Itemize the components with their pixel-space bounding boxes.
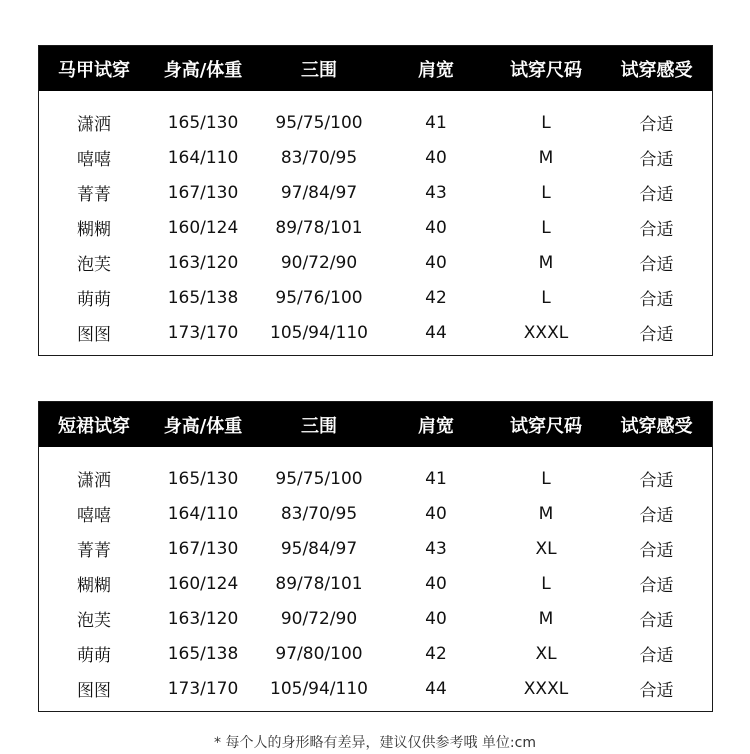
column-header-size: 试穿尺码 — [510, 59, 582, 81]
tester-name-cell: 泡芙 — [77, 611, 111, 631]
fit-cell: 合适 — [639, 185, 674, 205]
size-cell: L — [541, 112, 551, 133]
height-weight-cell: 164/110 — [167, 147, 239, 168]
measurements-cell: 83/70/95 — [280, 503, 358, 524]
table-title: 马甲试穿 — [58, 59, 130, 81]
fit-cell: 合适 — [639, 576, 674, 596]
shoulder-cell: 41 — [425, 468, 447, 489]
measurements-cell: 90/72/90 — [280, 608, 358, 629]
measurements-cell: 89/78/101 — [275, 217, 363, 238]
table-row — [39, 140, 712, 175]
tester-name-cell: 潇洒 — [77, 471, 111, 491]
size-cell: L — [541, 573, 551, 594]
height-weight-cell: 165/138 — [167, 643, 239, 664]
measurements-cell: 89/78/101 — [275, 573, 363, 594]
size-cell: L — [541, 287, 551, 308]
tester-name-cell: 菁菁 — [77, 185, 111, 205]
fit-cell: 合适 — [639, 255, 674, 275]
tester-name-cell: 嘻嘻 — [77, 506, 111, 526]
shoulder-cell: 43 — [425, 182, 447, 203]
measurements-cell: 95/76/100 — [275, 287, 363, 308]
height-weight-cell: 163/120 — [167, 252, 239, 273]
shoulder-cell: 40 — [425, 252, 447, 273]
fit-cell: 合适 — [639, 471, 674, 491]
shoulder-cell: 41 — [425, 112, 447, 133]
size-cell: M — [538, 147, 554, 168]
measurements-cell: 90/72/90 — [280, 252, 358, 273]
table-body — [39, 91, 712, 350]
measurements-cell: 95/75/100 — [275, 468, 363, 489]
height-weight-cell: 173/170 — [167, 678, 239, 699]
table-title: 短裙试穿 — [58, 415, 130, 437]
column-header-fit: 试穿感受 — [620, 415, 693, 437]
table-row — [39, 496, 712, 531]
table-row — [39, 531, 712, 566]
height-weight-cell: 163/120 — [167, 608, 239, 629]
shoulder-cell: 42 — [425, 643, 447, 664]
tester-name-cell: 糊糊 — [77, 576, 111, 596]
tester-name-cell: 糊糊 — [77, 220, 111, 240]
size-cell: L — [541, 182, 551, 203]
table-row — [39, 636, 712, 671]
height-weight-cell: 167/130 — [167, 182, 239, 203]
vest-size-table — [38, 45, 713, 356]
fit-cell: 合适 — [639, 290, 674, 310]
size-cell: L — [541, 217, 551, 238]
table-row — [39, 245, 712, 280]
shoulder-cell: 44 — [425, 678, 447, 699]
shoulder-cell: 40 — [425, 503, 447, 524]
height-weight-cell: 165/138 — [167, 287, 239, 308]
column-header-shoulder: 肩宽 — [418, 59, 454, 81]
tester-name-cell: 潇洒 — [77, 115, 111, 135]
size-cell: XL — [535, 643, 557, 664]
table-row — [39, 210, 712, 245]
tester-name-cell: 图图 — [77, 325, 111, 345]
tester-name-cell: 图图 — [77, 681, 111, 701]
fit-cell: 合适 — [639, 220, 674, 240]
height-weight-cell: 164/110 — [167, 503, 239, 524]
shoulder-cell: 42 — [425, 287, 447, 308]
table-body — [39, 447, 712, 706]
column-header-measurements: 三围 — [301, 415, 337, 437]
table-row — [39, 461, 712, 496]
fit-cell: 合适 — [639, 681, 674, 701]
column-header-measurements: 三围 — [301, 59, 337, 81]
column-header-height-weight: 身高/体重 — [163, 415, 243, 437]
fit-cell: 合适 — [639, 541, 674, 561]
table-row — [39, 105, 712, 140]
tester-name-cell: 萌萌 — [77, 646, 111, 666]
height-weight-cell: 160/124 — [167, 573, 239, 594]
table-row — [39, 280, 712, 315]
fit-cell: 合适 — [639, 325, 674, 345]
shoulder-cell: 40 — [425, 217, 447, 238]
shoulder-cell: 40 — [425, 608, 447, 629]
table-row — [39, 175, 712, 210]
column-header-size: 试穿尺码 — [510, 415, 582, 437]
column-header-shoulder: 肩宽 — [418, 415, 454, 437]
size-cell: M — [538, 252, 554, 273]
size-cell: XXXL — [523, 678, 569, 699]
fit-cell: 合适 — [639, 506, 674, 526]
column-header-height-weight: 身高/体重 — [163, 59, 243, 81]
tester-name-cell: 嘻嘻 — [77, 150, 111, 170]
table-row — [39, 601, 712, 636]
tester-name-cell: 萌萌 — [77, 290, 111, 310]
table-row — [39, 671, 712, 706]
tester-name-cell: 泡芙 — [77, 255, 111, 275]
size-cell: XXXL — [523, 322, 569, 343]
fit-cell: 合适 — [639, 646, 674, 666]
shoulder-cell: 44 — [425, 322, 447, 343]
shoulder-cell: 40 — [425, 573, 447, 594]
size-cell: L — [541, 468, 551, 489]
skirt-size-table — [38, 401, 713, 712]
table-row — [39, 315, 712, 350]
table-row — [39, 566, 712, 601]
fit-cell: 合适 — [639, 150, 674, 170]
measurements-cell: 105/94/110 — [270, 678, 368, 699]
table-header — [39, 46, 712, 91]
shoulder-cell: 40 — [425, 147, 447, 168]
measurements-cell: 105/94/110 — [270, 322, 368, 343]
table-header — [39, 402, 712, 447]
height-weight-cell: 160/124 — [167, 217, 239, 238]
fit-cell: 合适 — [639, 115, 674, 135]
tester-name-cell: 菁菁 — [77, 541, 111, 561]
measurements-cell: 95/75/100 — [275, 112, 363, 133]
height-weight-cell: 167/130 — [167, 538, 239, 559]
size-cell: M — [538, 608, 554, 629]
column-header-fit: 试穿感受 — [620, 59, 693, 81]
height-weight-cell: 165/130 — [167, 468, 239, 489]
measurements-cell: 95/84/97 — [280, 538, 358, 559]
height-weight-cell: 173/170 — [167, 322, 239, 343]
measurements-cell: 97/84/97 — [280, 182, 358, 203]
size-cell: XL — [535, 538, 557, 559]
measurements-cell: 83/70/95 — [280, 147, 358, 168]
footnote: * 每个人的身形略有差异，建议仅供参考哦 单位:cm — [214, 735, 536, 751]
size-cell: M — [538, 503, 554, 524]
shoulder-cell: 43 — [425, 538, 447, 559]
measurements-cell: 97/80/100 — [275, 643, 363, 664]
height-weight-cell: 165/130 — [167, 112, 239, 133]
fit-cell: 合适 — [639, 611, 674, 631]
